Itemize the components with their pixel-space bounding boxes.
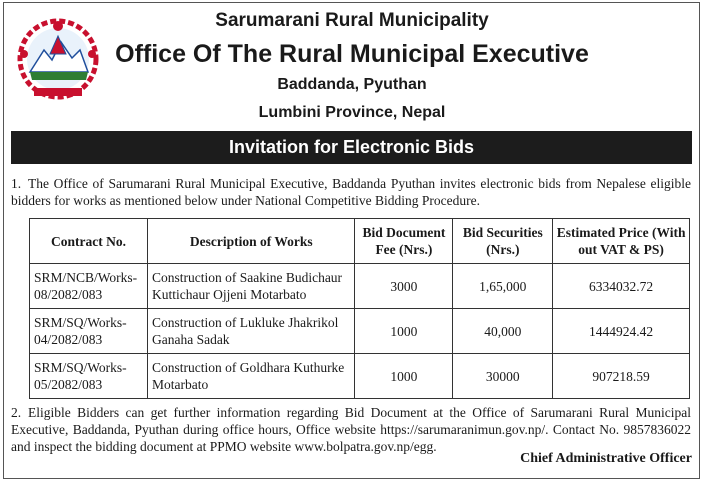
description-cell: Construction of Lukluke Jhakrikol Ganaha Sadak: [147, 309, 355, 354]
bid-security-cell: 1,65,000: [453, 264, 553, 309]
table-row: [30, 354, 690, 399]
note-paragraph: [11, 404, 691, 455]
column-header: Description of Works: [147, 219, 355, 264]
column-header: Estimated Price (With out VAT & PS): [553, 219, 690, 264]
office-title: Office Of The Rural Municipal Executive: [115, 40, 589, 68]
column-header: Bid Document Fee (Nrs.): [355, 219, 453, 264]
table-header-row: [30, 219, 690, 264]
contract-no-cell: SRM/SQ/Works-05/2082/083: [30, 354, 148, 399]
municipality-name: Sarumarani Rural Municipality: [215, 10, 489, 31]
table-row: [30, 309, 690, 354]
intro-number: 1.: [11, 176, 22, 191]
contract-no-cell: SRM/NCB/Works-08/2082/083: [30, 264, 148, 309]
signatory-title: Chief Administrative Officer: [520, 451, 692, 466]
column-header: Bid Securities (Nrs.): [453, 219, 553, 264]
description-cell: Construction of Goldhara Kuthurke Motarbato: [147, 354, 355, 399]
bid-table: [29, 218, 690, 399]
column-header: Contract No.: [30, 219, 148, 264]
bid-security-cell: 40,000: [453, 309, 553, 354]
estimated-price-cell: 1444924.42: [553, 309, 690, 354]
bid-fee-cell: 1000: [355, 354, 453, 399]
notice-title-banner: Invitation for Electronic Bids: [11, 131, 692, 164]
bid-fee-cell: 1000: [355, 309, 453, 354]
contract-no-cell: SRM/SQ/Works-04/2082/083: [30, 309, 148, 354]
intro-paragraph: [11, 175, 691, 209]
note-text: Eligible Bidders can get further information regarding Bid Document at the Office of Sarumarani Rural Municipal Executive, Baddanda, Pyuthan during office hours, Office website https://sarumaranimun.gov.np/. Contact No. 9857836022 and inspect the bidding document at PPMO website www.bolpatra.gov.np/egg.: [11, 405, 691, 454]
bid-security-cell: 30000: [453, 354, 553, 399]
office-address: Baddanda, Pyuthan: [277, 76, 427, 93]
note-number: 2.: [11, 405, 22, 420]
province-line: Lumbini Province, Nepal: [258, 104, 446, 121]
estimated-price-cell: 6334032.72: [553, 264, 690, 309]
bid-fee-cell: 3000: [355, 264, 453, 309]
description-cell: Construction of Saakine Budichaur Kuttichaur Ojjeni Motarbato: [147, 264, 355, 309]
estimated-price-cell: 907218.59: [553, 354, 690, 399]
table-row: [30, 264, 690, 309]
intro-text: The Office of Sarumarani Rural Municipal Executive, Baddanda Pyuthan invites electronic bids from Nepalese eligible bidders for works as mentioned below under National Competitive Bidding Procedure.: [11, 176, 691, 208]
